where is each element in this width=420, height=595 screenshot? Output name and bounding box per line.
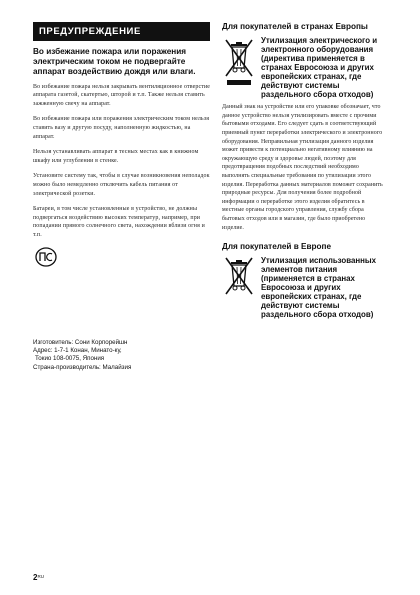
page-language-code: RU	[37, 574, 44, 579]
section-title-europe: Для покупателей в Европе	[222, 242, 332, 252]
warning-paragraph-3: Нельзя устанавливать аппарат в тесных местах как в книжном шкафу или углублении в стенке.	[33, 149, 199, 164]
right-column	[222, 22, 388, 323]
manufacturer-country: Страна-производитель: Малайзия	[33, 363, 132, 371]
weee-disposal-heading: Утилизация электрического и электронного оборудования (директива применяется в странах Евросоюза и других европейских странах, где действуют системы раздельного сбора отходов)	[261, 35, 378, 100]
battery-disposal-heading: Утилизация использованных элементов питания (применяется в странах Евросоюза и других европейских странах, где действуют системы раздельного сбора отходов)	[261, 255, 377, 320]
crossed-bin-icon	[222, 36, 256, 88]
left-column	[33, 22, 210, 372]
warning-banner: ПРЕДУПРЕЖДЕНИЕ	[33, 22, 210, 41]
weee-disposal-body: Данный знак на устройстве или его упаковке обозначает, что данное устройство нельзя утилизировать вместе с прочими бытовыми отходами. Его следует сдать в соответствующий приемный пункт переработки электрического и электронного оборудования. Неправильная утилизация данного изделия может привести к потенциально негативному влиянию на окружающую среду и здоровье людей, поэтому для предотвращения подобных последствий необходимо выполнять специальные требования по утилизации этого изделия. Переработка данных материалов поможет сохранить природные ресурсы. Для получения более подробной информации о переработке этого изделия обратитесь в местные органы городского управления, службу сбора бытовых отходов или в магазин, где было приобретено изделие.	[222, 104, 383, 231]
manufacturer-info	[33, 339, 210, 373]
warning-paragraph-2: Во избежание пожара или поражения электрическим током нельзя ставить вазу и другую посуду, наполненную жидкостью, на аппарат.	[33, 116, 210, 140]
warning-paragraph-1: Во избежание пожара нельзя закрывать вентиляционное отверстие аппарата газетой, скатертью, шторой и т.п. Также нельзя ставить зажженную свечу на аппарат.	[33, 83, 211, 107]
battery-disposal-block	[222, 256, 388, 320]
manufacturer-address: Адрес: 1-7-1 Конан, Минато-ку,	[33, 346, 122, 354]
page-number	[33, 573, 44, 582]
warning-paragraph-5: Батареи, в том числе установленные в устройство, не должны подвергаться воздействию высоких температур, например, при попадании прямого солнечного света, нахождении вблизи огня и т.п.	[33, 206, 205, 238]
certification-mark-icon	[35, 247, 57, 267]
manufacturer-line: Изготовитель: Сони Корпорейшн	[33, 338, 128, 346]
page-number-value: 2	[33, 573, 38, 582]
section-title-europe-countries: Для покупателей в странах Европы	[222, 22, 368, 31]
weee-disposal-block	[222, 36, 388, 100]
warning-heading: Во избежание пожара или поражения электрическим током не подвергайте аппарат воздействию дождя или влаги.	[33, 47, 196, 77]
manufacturer-city: Токио 108-0075, Япония	[35, 355, 105, 363]
warning-paragraph-4: Установите систему так, чтобы в случае возникновения неполадок можно было немедленно отключить кабель питания от электрической розетки.	[33, 173, 210, 197]
crossed-bin-icon	[222, 256, 256, 302]
